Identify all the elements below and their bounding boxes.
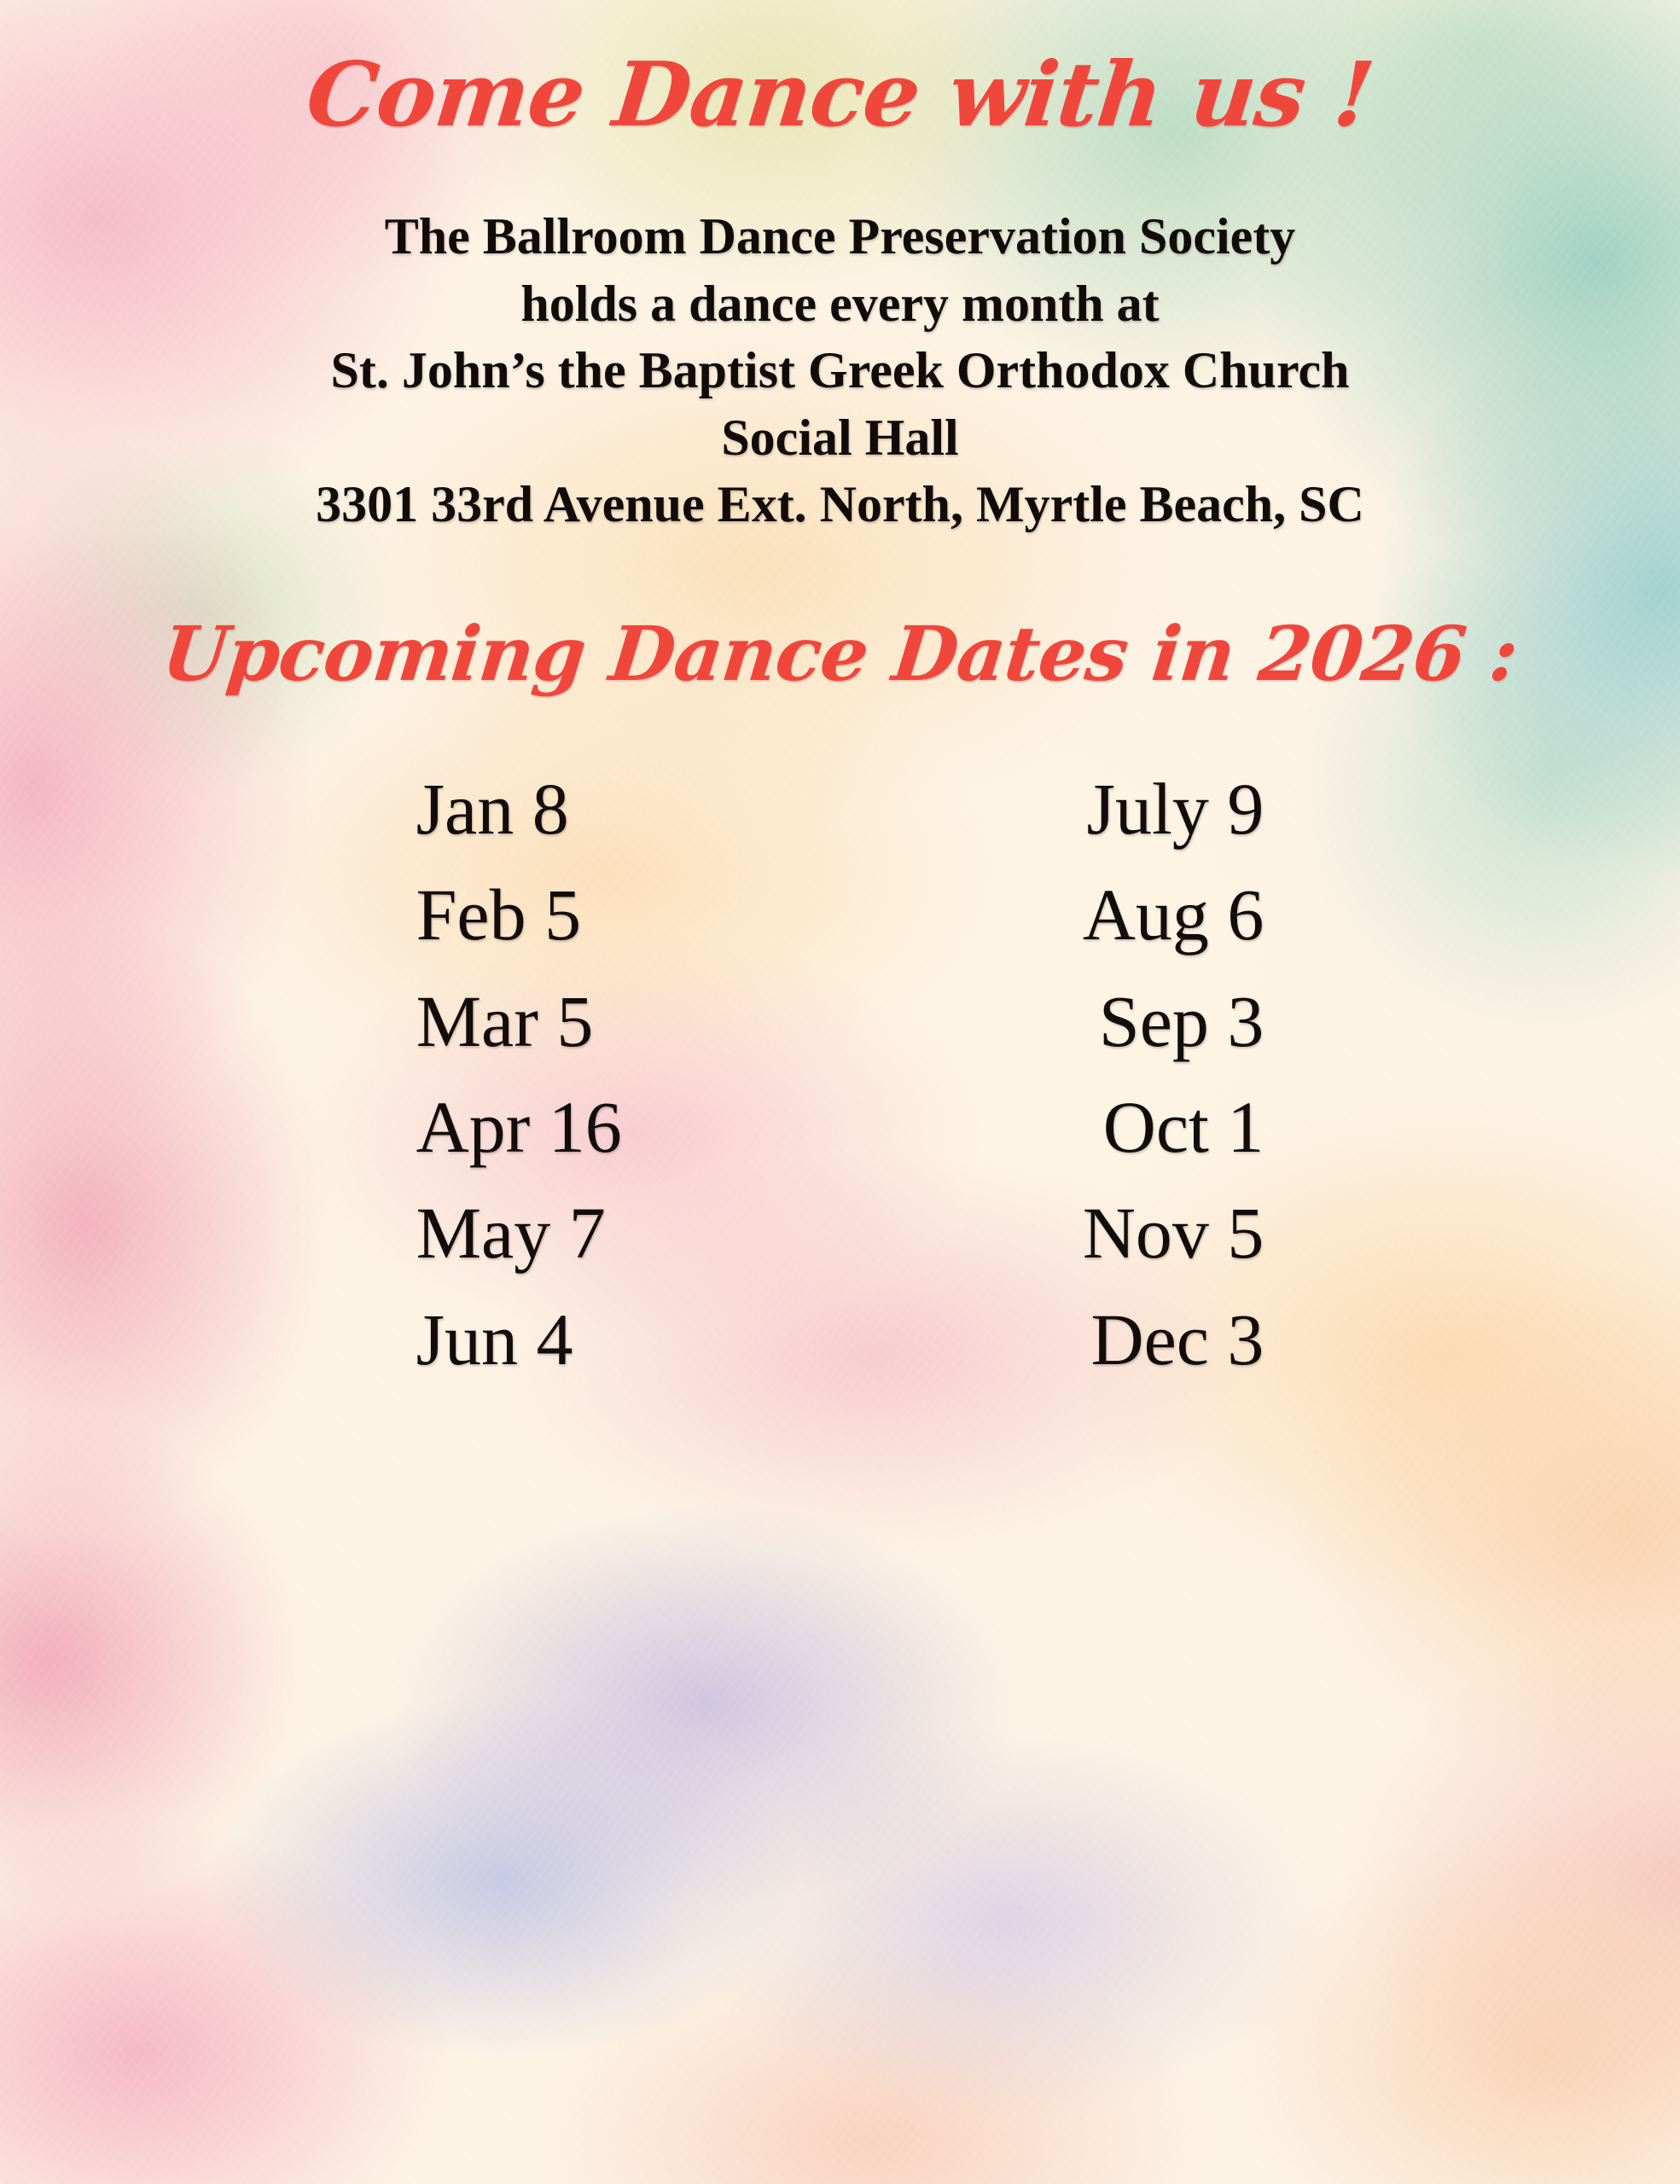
list-item: Apr 16 [416, 1085, 622, 1168]
list-item: Sep 3 [1098, 979, 1264, 1062]
list-item: Dec 3 [1090, 1298, 1264, 1380]
info-line-1: The Ballroom Dance Preservation Society [384, 208, 1296, 264]
list-item: Oct 1 [1102, 1085, 1264, 1168]
list-item: July 9 [1086, 768, 1264, 850]
page-title: Come Dance with us ! [301, 42, 1379, 147]
list-item: Aug 6 [1082, 874, 1264, 956]
info-line-2: holds a dance every month at [520, 275, 1160, 332]
event-info-block [0, 203, 1680, 538]
list-item: Nov 5 [1082, 1192, 1264, 1275]
dance-dates-list [0, 768, 1680, 1380]
list-item: May 7 [416, 1192, 606, 1275]
list-item: Jun 4 [416, 1298, 573, 1380]
list-item: Feb 5 [416, 874, 582, 956]
info-line-3: St. John’s the Baptist Greek Orthodox Church [330, 342, 1350, 399]
list-item: Mar 5 [416, 979, 594, 1062]
info-line-5: 3301 33rd Avenue Ext. North, Myrtle Beach, SC [316, 476, 1364, 533]
list-item: Jan 8 [416, 768, 569, 850]
section-heading-upcoming-dates: Upcoming Dance Dates in 2026 : [158, 609, 1522, 698]
info-line-4: Social Hall [721, 409, 959, 466]
dates-column-left [416, 768, 622, 1380]
dates-column-right [1083, 768, 1264, 1380]
